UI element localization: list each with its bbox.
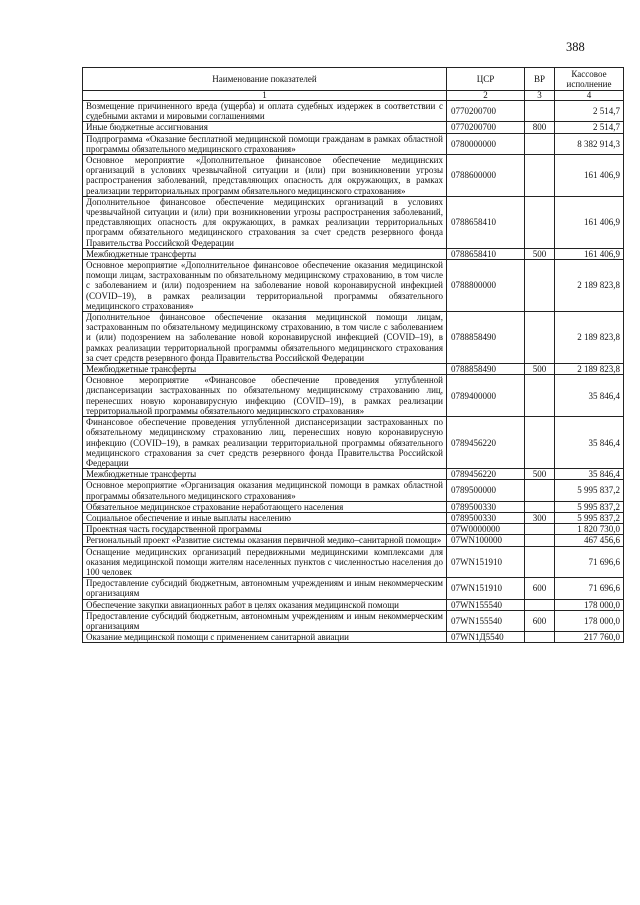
- row-csr-cell: 0788658410: [447, 248, 525, 259]
- row-amount-cell: 5 995 837,2: [555, 512, 624, 523]
- row-name-cell: Социальное обеспечение и иные выплаты населению: [83, 512, 447, 523]
- row-amount-cell: 1 820 730,0: [555, 524, 624, 535]
- row-name-cell: Межбюджетные трансферты: [83, 469, 447, 480]
- column-number-row: [83, 91, 624, 101]
- row-amount-cell: 5 995 837,2: [555, 480, 624, 501]
- row-amount-cell: 178 000,0: [555, 599, 624, 610]
- row-name-cell: Межбюджетные трансферты: [83, 364, 447, 375]
- row-csr-cell: 0770200700: [447, 122, 525, 133]
- row-vr-cell: [525, 501, 555, 512]
- header-csr: ЦСР: [447, 68, 525, 91]
- header-name: Наименование показателей: [83, 68, 447, 91]
- column-number: 4: [555, 91, 624, 101]
- row-csr-cell: 0789456220: [447, 469, 525, 480]
- page-number: 388: [566, 40, 585, 54]
- row-vr-cell: [525, 196, 555, 248]
- row-amount-cell: 2 514,7: [555, 101, 624, 122]
- table-row: [83, 599, 624, 610]
- row-csr-cell: 07WN151910: [447, 546, 525, 578]
- row-csr-cell: 07W0000000: [447, 524, 525, 535]
- row-csr-cell: 0789500330: [447, 512, 525, 523]
- column-number: 1: [83, 91, 447, 101]
- row-amount-cell: 178 000,0: [555, 610, 624, 631]
- row-vr-cell: 300: [525, 512, 555, 523]
- row-vr-cell: 800: [525, 122, 555, 133]
- table-body: [83, 68, 624, 643]
- header-amount: Кассовое исполнение: [555, 68, 624, 91]
- row-amount-cell: 161 406,9: [555, 248, 624, 259]
- row-amount-cell: 161 406,9: [555, 196, 624, 248]
- row-vr-cell: [525, 480, 555, 501]
- table-row: [83, 501, 624, 512]
- row-name-cell: Дополнительное финансовое обеспечение медицинских организаций в условиях чрезвычайной ситуации и (или) при возникновении угрозы распространения заболеваний, представляющих опасность для окружающих, в рамках реализации территориальных программ обязательного медицинского страхования за счет средств резервного фонда Правительства Российской Федерации: [83, 196, 447, 248]
- row-csr-cell: 0788858490: [447, 312, 525, 364]
- table-row: [83, 546, 624, 578]
- row-vr-cell: [525, 599, 555, 610]
- row-amount-cell: 8 382 914,3: [555, 133, 624, 154]
- row-amount-cell: 35 846,4: [555, 469, 624, 480]
- table-row: [83, 155, 624, 197]
- row-vr-cell: 600: [525, 610, 555, 631]
- row-amount-cell: 467 456,6: [555, 535, 624, 546]
- row-name-cell: Подпрограмма «Оказание бесплатной медицинской помощи гражданам в рамках областной программы обязательного медицинского страхования»: [83, 133, 447, 154]
- row-name-cell: Оказание медицинской помощи с применением санитарной авиации: [83, 632, 447, 643]
- budget-table: [82, 67, 624, 643]
- row-name-cell: Основное мероприятие «Дополнительное финансовое обеспечение медицинских организаций в условиях чрезвычайной ситуации и (или) при возникновении угрозы распространения заболеваний, представляющих опасность для окружающих, в рамках реализации территориальных программ обязательного медицинского страхования»: [83, 155, 447, 197]
- row-name-cell: Основное мероприятие «Дополнительное финансовое обеспечение оказания медицинской помощи лицам, застрахованным по обязательному медицинскому страхованию, в том числе с заболеванием и (или) подозрением на заболевание новой коронавирусной инфекцией (COVID–19), в рамках реализации территориальной программы обязательного медицинского страхования»: [83, 260, 447, 312]
- row-amount-cell: 35 846,4: [555, 417, 624, 469]
- row-amount-cell: 2 189 823,8: [555, 364, 624, 375]
- row-name-cell: Проектная часть государственной программы: [83, 524, 447, 535]
- row-vr-cell: [525, 632, 555, 643]
- table-row: [83, 524, 624, 535]
- row-name-cell: Иные бюджетные ассигнования: [83, 122, 447, 133]
- row-amount-cell: 161 406,9: [555, 155, 624, 197]
- header-vr: ВР: [525, 68, 555, 91]
- table-row: [83, 133, 624, 154]
- row-amount-cell: 5 995 837,2: [555, 501, 624, 512]
- row-csr-cell: 0788658410: [447, 196, 525, 248]
- row-csr-cell: 0780000000: [447, 133, 525, 154]
- row-amount-cell: 2 514,7: [555, 122, 624, 133]
- row-name-cell: Предоставление субсидий бюджетным, автономным учреждениям и иным некоммерческим организациям: [83, 610, 447, 631]
- row-vr-cell: [525, 133, 555, 154]
- row-name-cell: Обязательное медицинское страхование неработающего населения: [83, 501, 447, 512]
- row-vr-cell: [525, 101, 555, 122]
- table-row: [83, 248, 624, 259]
- table-row: [83, 632, 624, 643]
- column-number: 2: [447, 91, 525, 101]
- row-vr-cell: 500: [525, 248, 555, 259]
- row-amount-cell: 35 846,4: [555, 375, 624, 417]
- column-number: 3: [525, 91, 555, 101]
- row-name-cell: Основное мероприятие «Финансовое обеспечение проведения углубленной диспансеризации застрахованных по обязательному медицинскому страхованию лиц, перенесших новую коронавирусную инфекцию (COVID–19), в рамках реализации территориальной программы обязательного медицинского страхования»: [83, 375, 447, 417]
- row-amount-cell: 217 760,0: [555, 632, 624, 643]
- row-name-cell: Обеспечение закупки авиационных работ в целях оказания медицинской помощи: [83, 599, 447, 610]
- row-csr-cell: 0789500000: [447, 480, 525, 501]
- row-csr-cell: 0789500330: [447, 501, 525, 512]
- table-row: [83, 260, 624, 312]
- table-row: [83, 610, 624, 631]
- row-name-cell: Дополнительное финансовое обеспечение оказания медицинской помощи лицам, застрахованным по обязательному медицинскому страхованию, в том числе с заболеванием и (или) подозрением на заболевание новой коронавирусной инфекцией (COVID–19), в рамках реализации территориальной программы обязательного медицинского страхования за счет средств резервного фонда Правительства Российской Федерации: [83, 312, 447, 364]
- table-row: [83, 512, 624, 523]
- row-csr-cell: 07WN151910: [447, 578, 525, 599]
- table-row: [83, 101, 624, 122]
- row-csr-cell: 0789400000: [447, 375, 525, 417]
- row-name-cell: Региональный проект «Развитие системы оказания первичной медико–санитарной помощи»: [83, 535, 447, 546]
- table-row: [83, 469, 624, 480]
- row-vr-cell: [525, 260, 555, 312]
- row-name-cell: Финансовое обеспечение проведения углубленной диспансеризации застрахованных по обязательному медицинскому страхованию лиц, перенесших новую коронавирусную инфекцию (COVID–19), в рамках реализации территориальной программы обязательного медицинского страхования за счет средств резервного фонда Правительства Российской Федерации: [83, 417, 447, 469]
- table-row: [83, 312, 624, 364]
- table-row: [83, 417, 624, 469]
- row-vr-cell: [525, 535, 555, 546]
- row-name-cell: Возмещение причиненного вреда (ущерба) и оплата судебных издержек в соответствии с судебными актами и мировыми соглашениями: [83, 101, 447, 122]
- table-row: [83, 196, 624, 248]
- row-csr-cell: 07WN155540: [447, 610, 525, 631]
- row-vr-cell: 500: [525, 469, 555, 480]
- row-vr-cell: [525, 417, 555, 469]
- row-amount-cell: 2 189 823,8: [555, 260, 624, 312]
- row-csr-cell: 0789456220: [447, 417, 525, 469]
- row-csr-cell: 07WN1Д5540: [447, 632, 525, 643]
- table-row: [83, 535, 624, 546]
- row-name-cell: Межбюджетные трансферты: [83, 248, 447, 259]
- table-row: [83, 578, 624, 599]
- row-name-cell: Основное мероприятие «Организация оказания медицинской помощи в рамках областной программы обязательного медицинского страхования»: [83, 480, 447, 501]
- row-vr-cell: [525, 375, 555, 417]
- row-csr-cell: 07WN155540: [447, 599, 525, 610]
- row-vr-cell: 500: [525, 364, 555, 375]
- row-amount-cell: 71 696,6: [555, 546, 624, 578]
- row-csr-cell: 0788858490: [447, 364, 525, 375]
- table-row: [83, 375, 624, 417]
- row-csr-cell: 0770200700: [447, 101, 525, 122]
- row-vr-cell: 600: [525, 578, 555, 599]
- table-row: [83, 122, 624, 133]
- row-amount-cell: 71 696,6: [555, 578, 624, 599]
- row-csr-cell: 07WN100000: [447, 535, 525, 546]
- row-vr-cell: [525, 524, 555, 535]
- row-vr-cell: [525, 155, 555, 197]
- row-vr-cell: [525, 546, 555, 578]
- table-row: [83, 364, 624, 375]
- row-name-cell: Предоставление субсидий бюджетным, автономным учреждениям и иным некоммерческим организациям: [83, 578, 447, 599]
- table-header-row: [83, 68, 624, 91]
- row-name-cell: Оснащение медицинских организаций передвижными медицинскими комплексами для оказания медицинской помощи жителям населенных пунктов с численностью населения до 100 человек: [83, 546, 447, 578]
- table-row: [83, 480, 624, 501]
- row-vr-cell: [525, 312, 555, 364]
- row-csr-cell: 0788800000: [447, 260, 525, 312]
- row-amount-cell: 2 189 823,8: [555, 312, 624, 364]
- row-csr-cell: 0788600000: [447, 155, 525, 197]
